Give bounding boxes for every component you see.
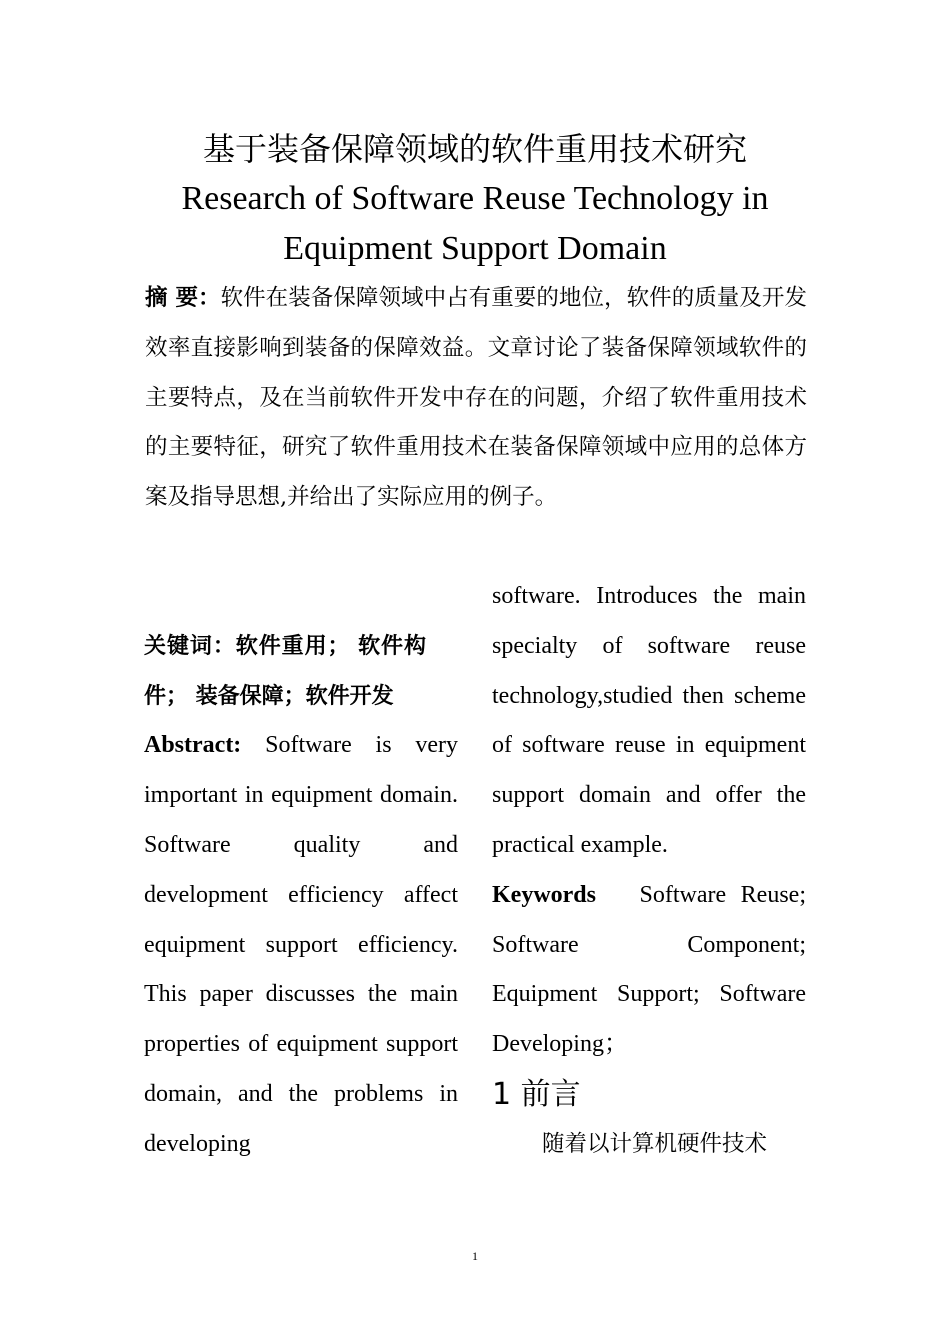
right-column [492,572,806,1170]
keywords-english [492,871,806,1070]
section-1-text: 随着以计算机硬件技术 [542,1130,768,1157]
abstract-chinese-label: 摘 要： [145,285,221,311]
title-chinese: 基于装备保障领域的软件重用技术研究 [202,130,747,168]
abstract-english-left [144,721,458,1169]
title-block [120,124,830,274]
abstract-chinese-text: 软件在装备保障领域中占有重要的地位，软件的质量及开发效率直接影响到装备的保障效益。文章讨论了装备保障领域软件的主要特点，及在当前软件开发中存在的问题，介绍了软件重用技术的主要特征，研究了软件重用技术在装备保障领域中应用的总体方案及指导思想,并给出了实际应用的例子。 [145,285,807,511]
abstract-chinese [145,274,807,523]
abstract-english-text-left: Software is very important in equipment domain. Software quality and development efficiency affect equipment support efficiency. This paper discusses the main properties of equipment support domain, and the problems in developing [144,732,458,1157]
page-number: 1 [472,1249,478,1263]
title-english-line-2: Equipment Support Domain [283,230,667,267]
left-column [144,572,458,1170]
abstract-english-right: software. Introduces the main specialty of software reuse technology,studied then scheme of software reuse in equipment support domain and offer the practical example. [492,583,806,858]
title-english-line-1: Research of Software Reuse Technology in [181,180,769,217]
section-1-heading: 1 前言 [492,1076,581,1112]
keywords-chinese: 关键词：软件重用； 软件构件； 装备保障；软件开发 [144,633,426,709]
keywords-english-text: Software Reuse; Software Component; Equipment Support; Software Developing； [492,881,806,1058]
abstract-english-label: Abstract: [144,732,242,759]
keywords-english-label: Keywords [492,881,596,908]
